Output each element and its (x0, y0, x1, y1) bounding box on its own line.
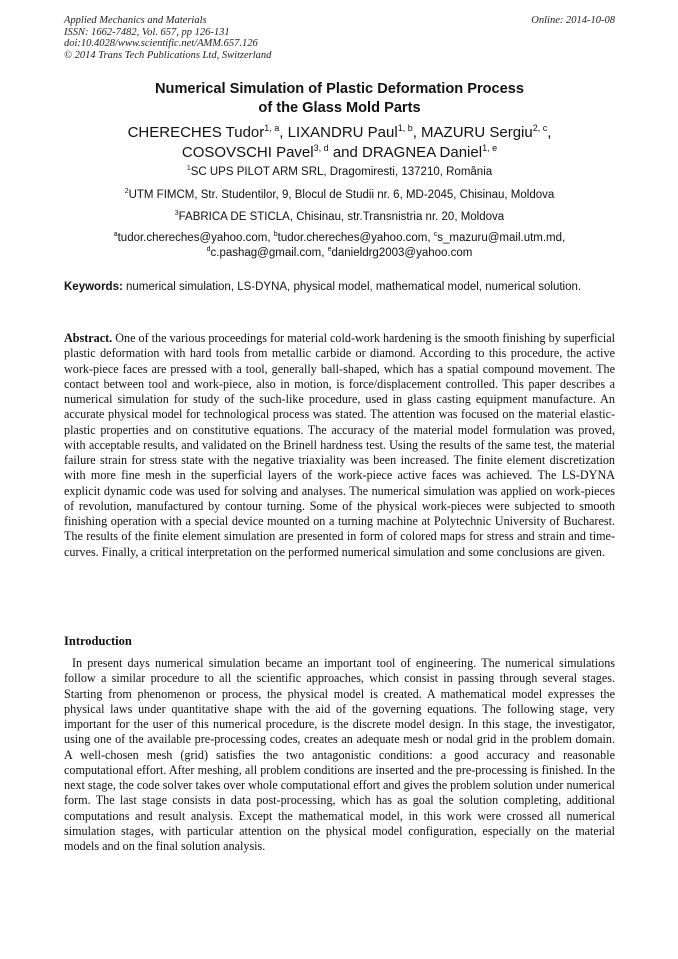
author-marker: 3, d (313, 142, 329, 153)
online-date: Online: 2014-10-08 (531, 15, 615, 26)
keywords-block (64, 280, 615, 295)
email-link[interactable]: tudor.chereches@yahoo.com, (277, 232, 431, 244)
affiliation-text: FABRICA DE STICLA, Chisinau, str.Transnistria nr. 20, Moldova (178, 211, 505, 223)
email-link[interactable]: tudor.chereches@yahoo.com, (117, 232, 271, 244)
email-link[interactable]: danieldrg2003@yahoo.com (331, 246, 473, 259)
author-name: MAZURU Sergiu (421, 124, 533, 141)
abstract-label: Abstract. (64, 331, 113, 345)
doi-line: doi:10.4028/www.scientific.net/AMM.657.126 (64, 38, 258, 50)
title-line-2: of the Glass Mold Parts (258, 100, 421, 116)
affiliation-text: SC UPS PILOT ARM SRL, Dragomiresti, 137210, România (190, 166, 493, 178)
issn-line: ISSN: 1662-7482, Vol. 657, pp 126-131 (64, 26, 230, 38)
affiliation-number: 3 (174, 210, 179, 218)
affiliation-text: UTM FIMCM, Str. Studentilor, 9, Blocul de Studii nr. 6, MD-2045, Chisinau, Moldova (128, 189, 555, 201)
author-marker: 1, e (482, 142, 498, 153)
affiliation-2 (64, 188, 615, 202)
introduction-text: In present days numerical simulation became an important tool of engineering. The numerical simulations follow a similar procedure to all the scientific approaches, which consist in passing through several stages. Starting from phenomenon or process, the physical model is created. A mathematical model expresses the physical laws under quantitative shape with the aid of the governing equations. The following stage, very important for the user of this numerical procedure, is the discrete model design. In this stage, the investigator, using one of the available pre-processing codes, creates an adequate mesh or nodal grid in the problem domain. A well-chosen mesh (grid) satisfies the two antagonistic conditions: a good accuracy and reasonable computational effort. After meshing, all problem conditions are inserted and the pre-processing is finished. In the next stage, the code solver takes over whole computational effort and gives the problem solution under numerical form. The last stage consists in data post-processing, which has as goal the solution completing, additional computations and result analysis. Except the mathematical model, in this work were crossed all numerical simulation stages, with particular attention on the physical model configuration, especially on the material models and on the final solution analysis. (64, 656, 615, 853)
affiliation-3 (64, 210, 615, 224)
journal-name: Applied Mechanics and Materials (64, 15, 207, 26)
introduction-heading: Introduction (64, 634, 132, 648)
keywords-label: Keywords: (64, 281, 123, 293)
paper-title (64, 80, 615, 118)
email-marker: a (113, 231, 118, 239)
email-marker: d (206, 245, 211, 253)
journal-header (64, 15, 615, 61)
email-link[interactable]: c.pashag@gmail.com, (210, 246, 325, 259)
author-name: LIXANDRU Paul (287, 124, 398, 141)
affiliation-number: 2 (124, 188, 129, 196)
author-marker: 1, b (397, 123, 413, 133)
author-conjunction: and (332, 143, 358, 161)
email-marker: c (433, 231, 438, 239)
email-marker: e (327, 245, 332, 253)
keywords-text: numerical simulation, LS-DYNA, physical model, mathematical model, numerical solution. (126, 281, 582, 293)
author-name: CHERECHES Tudor (127, 124, 265, 141)
email-marker: b (273, 231, 278, 239)
author-marker: 1, a (264, 123, 280, 133)
author-name: COSOVSCHI Pavel (181, 143, 314, 161)
email-list (64, 231, 615, 260)
affiliation-1 (64, 165, 615, 179)
author-marker: 2, c (532, 123, 548, 133)
affiliation-number: 1 (186, 165, 191, 173)
copyright-line: © 2014 Trans Tech Publications Ltd, Switzerland (64, 49, 272, 61)
email-link[interactable]: s_mazuru@mail.utm.md, (437, 232, 566, 244)
abstract-text: One of the various proceedings for material cold-work hardening is the smooth finishing by superficial plastic deformation with hard tools from metallic carbide or diamond. According to this procedure, the active work-piece faces are pressed with a tool, generally ball-shaped, which has a spatial compound movement. The contact between tool and work-piece, also in motion, is force/displacement controlled. This paper describes a numerical simulation for study of the such-like procedure, used in glass casting equipment manufacture. An accurate physical model for technological process was stated. The attention was focused on the material elastic-plastic properties and on constitutive equations. The accuracy of the material model formulation was proved, with acceptable results, and validated on the Brinell hardness test. Using the results of the same test, the material failure strain for stress state with the negative triaxiality was been increased. The finite element discretization with more fine mesh in the superficial layers of the work-piece active faces was achieved. The LS-DYNA explicit dynamic code was used for solving and analyses. The numerical simulation was applied on work-pieces of revolution, manufactured by contour turning. Some of the physical work-pieces were subjected to smooth finishing operation with a special device mounted on a turning machine at Polytechnic University of Bucharest. The results of the finite element simulation are presented in form of colored maps for stress and strain and time-curves. Finally, a critical interpretation on the performed numerical simulation and some conclusions are given. (64, 331, 615, 559)
author-name: DRAGNEA Daniel (362, 143, 483, 161)
abstract-block (64, 331, 615, 560)
title-line-1: Numerical Simulation of Plastic Deformation Process (155, 81, 524, 97)
author-list: CHERECHES Tudor$^{1, a}$, LIXANDRU Paul$^{1, b}$, MAZURU Sergiu$^{2, c}$, COSOVSCHI Pavel$^{3, d}$ and DRAGNEA Daniel$^{1, e}$ (127, 123, 552, 161)
